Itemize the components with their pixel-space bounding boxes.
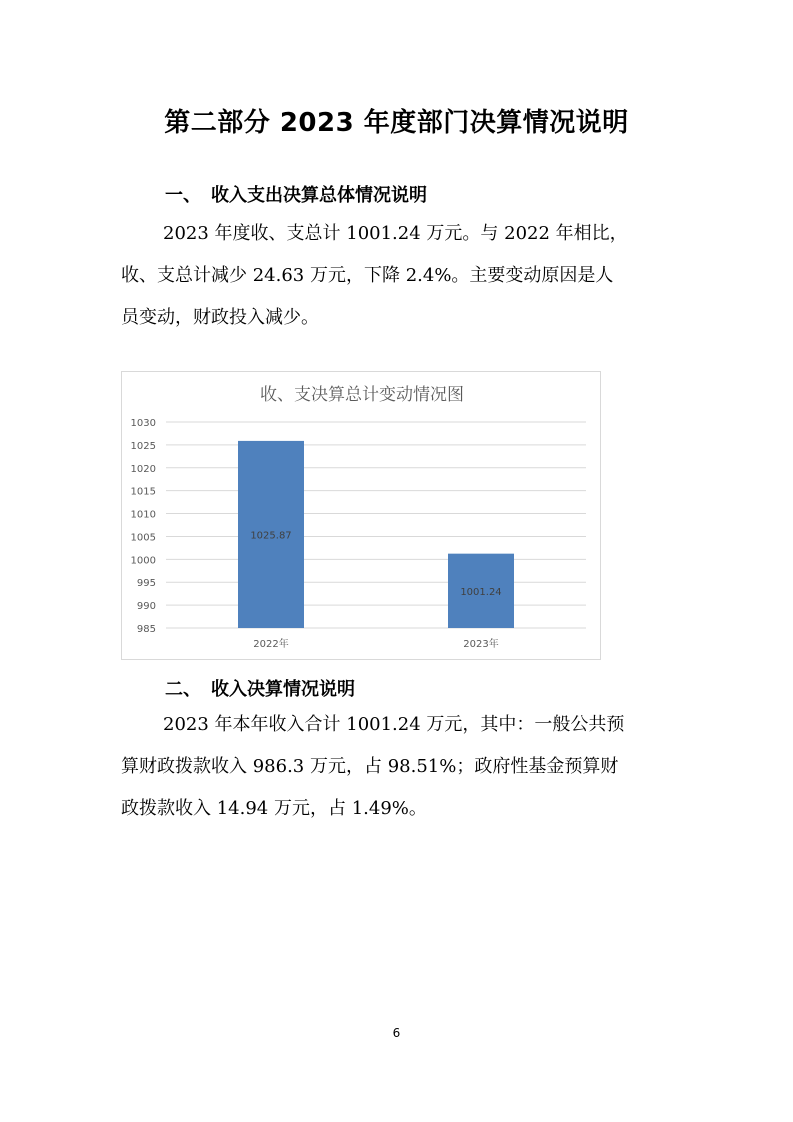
page-number: 6 [392,1026,401,1040]
paragraph-line: 收、支总计减少 24.63 万元，下降 2.4%。主要变动原因是人 [121,265,614,286]
section-heading-2 [165,675,355,701]
chart-title: 收、支决算总计变动情况图 [260,385,464,405]
y-tick-label: 995 [136,578,156,590]
paragraph-line: 政拨款收入 14.94 万元，占 1.49%。 [121,798,427,819]
y-tick-label: 1005 [130,532,156,544]
section-heading-1 [165,181,427,207]
chart [121,371,601,660]
paragraph-line: 员变动，财政投入减少。 [121,307,319,328]
section-title: 收入支出决算总体情况说明 [211,185,427,206]
section-title: 收入决算情况说明 [211,679,355,700]
y-tick-label: 985 [136,624,156,635]
y-tick-label: 990 [136,601,156,613]
paragraph-line: 算财政拨款收入 986.3 万元，占 98.51%；政府性基金预算财 [121,756,619,777]
section-number: 二、 [165,679,201,700]
y-tick-label: 1000 [130,555,156,567]
x-tick-label: 2022年 [253,639,289,650]
page-title: 第二部分 2023 年度部门决算情况说明 [164,108,629,138]
y-tick-label: 1010 [130,509,156,521]
y-tick-label: 1030 [130,418,156,429]
data-label: 1025.87 [250,530,292,542]
paragraph-1 [121,213,681,339]
x-tick-label: 2023年 [463,639,499,650]
paragraph-line: 2023 年本年收入合计 1001.24 万元，其中：一般公共预 [163,714,625,735]
y-tick-label: 1020 [130,463,156,475]
section-number: 一、 [165,185,201,206]
paragraph-line: 2023 年度收、支总计 1001.24 万元。与 2022 年相比， [163,223,628,244]
chart-svg [122,372,602,661]
data-label: 1001.24 [460,586,502,598]
y-tick-label: 1025 [130,440,156,452]
y-tick-label: 1015 [130,486,156,498]
paragraph-2 [121,704,681,830]
